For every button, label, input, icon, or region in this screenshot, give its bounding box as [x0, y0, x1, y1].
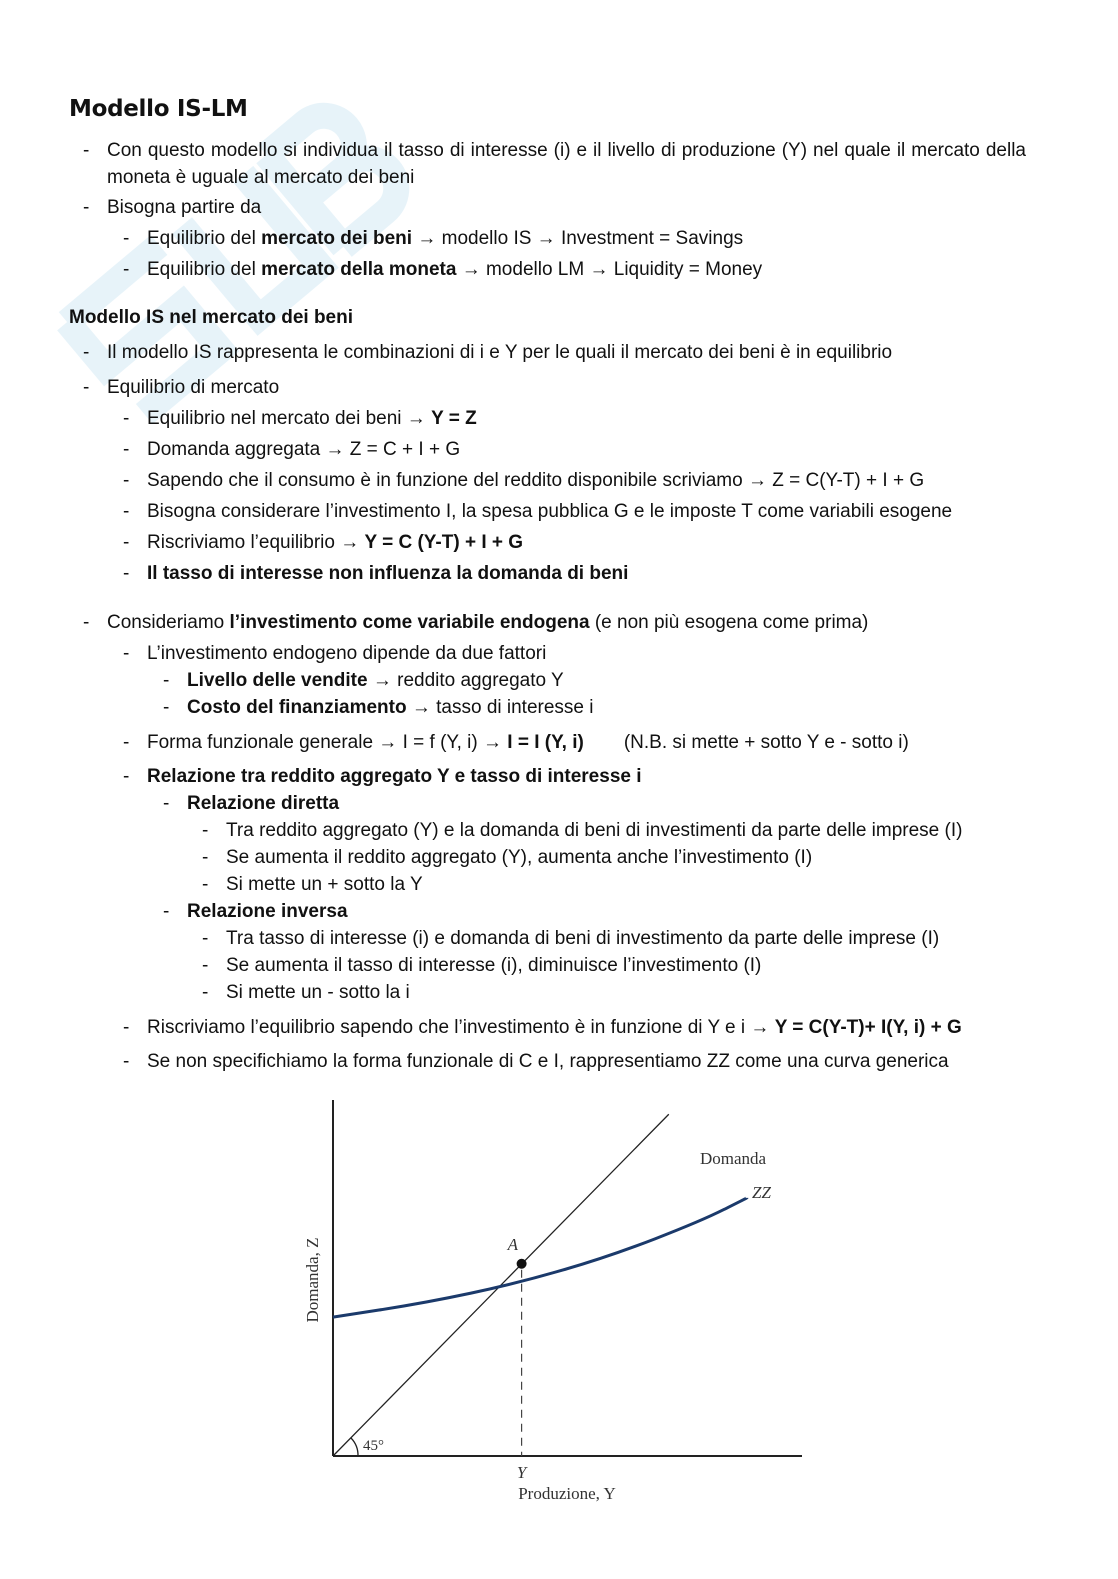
curve-name-label: Domanda	[700, 1149, 767, 1168]
list-deep-item: - Si mette un - sotto la i	[202, 982, 410, 1003]
list-subitem: - Equilibrio nel mercato dei beni → Y = Z	[123, 408, 477, 429]
intro-item: - Con questo modello si individua il tasso di interesse (i) e il livello di produzione (Y) nel quale il mercato della moneta è uguale al mercato dei beni	[83, 140, 1026, 188]
list-subitem: - Se non specifichiamo la forma funzionale di C e I, rappresentiamo ZZ come una curva generica	[123, 1051, 949, 1072]
point-a	[517, 1259, 527, 1269]
x-tick-label: Y	[516, 1463, 527, 1482]
intro-subitem: - Equilibrio del mercato dei beni → modello IS → Investment = Savings	[123, 228, 744, 249]
angle-label: 45°	[363, 1438, 384, 1454]
intro-subitem: - Equilibrio del mercato della moneta → modello LM → Liquidity = Money	[123, 259, 763, 280]
list-subitem: - L’investimento endogeno dipende da due fattori	[123, 643, 547, 664]
y-axis-label: Domanda, Z	[303, 1237, 322, 1323]
list-subsubitem: - Relazione diretta	[163, 793, 340, 814]
list-deep-item: - Tra tasso di interesse (i) e domanda di beni di investimento da parte delle imprese (I)	[202, 928, 940, 949]
list-subitem: - Forma funzionale generale → I = f (Y, i) → I = I (Y, i) (N.B. si mette + sotto Y e - sotto i)	[123, 732, 909, 753]
list-deep-item: - Si mette un + sotto la Y	[202, 874, 423, 895]
list-subitem: - Il tasso di interesse non influenza la domanda di beni	[123, 563, 629, 584]
list-subitem: - Riscriviamo l’equilibrio → Y = C (Y-T) + I + G	[123, 532, 524, 553]
list-item: - Consideriamo l’investimento come variabile endogena (e non più esogena come prima)	[83, 612, 869, 633]
page-title: Modello IS-LM	[69, 96, 248, 122]
list-deep-item: - Se aumenta il reddito aggregato (Y), aumenta anche l’investimento (I)	[202, 847, 813, 868]
list-subitem: - Domanda aggregata → Z = C + I + G	[123, 439, 461, 460]
list-subsubitem: - Costo del finanziamento → tasso di interesse i	[163, 697, 594, 718]
list-item: - Equilibrio di mercato	[83, 377, 280, 398]
list-subitem: - Bisogna considerare l’investimento I, la spesa pubblica G e le imposte T come variabili esogene	[123, 501, 953, 522]
list-subsubitem: - Relazione inversa	[163, 901, 348, 922]
list-subsubitem: - Livello delle vendite → reddito aggregato Y	[163, 670, 564, 691]
curve-zz-label: ZZ	[752, 1183, 771, 1202]
zz-demand-curve	[333, 1198, 747, 1317]
x-axis-label: Produzione, Y	[518, 1484, 616, 1503]
list-subitem: - Sapendo che il consumo è in funzione del reddito disponibile scriviamo → Z = C(Y-T) + I + G	[123, 470, 925, 491]
list-subitem: - Relazione tra reddito aggregato Y e tasso di interesse i	[123, 766, 642, 787]
zz-chart	[290, 1090, 810, 1510]
point-a-label: A	[507, 1234, 518, 1254]
list-subitem: - Riscriviamo l’equilibrio sapendo che l’investimento è in funzione di Y e i → Y = C(Y-T)+ I(Y, i) + G	[123, 1017, 962, 1038]
list-deep-item: - Tra reddito aggregato (Y) e la domanda di beni di investimenti da parte delle imprese (I)	[202, 820, 963, 841]
angle-arc	[351, 1438, 358, 1456]
intro-item: - Bisogna partire da	[83, 197, 262, 218]
list-item: - Il modello IS rappresenta le combinazioni di i e Y per le quali il mercato dei beni è in equilibrio	[83, 342, 893, 363]
list-deep-item: - Se aumenta il tasso di interesse (i), diminuisce l’investimento (I)	[202, 955, 762, 976]
section-heading: Modello IS nel mercato dei beni	[69, 307, 353, 328]
